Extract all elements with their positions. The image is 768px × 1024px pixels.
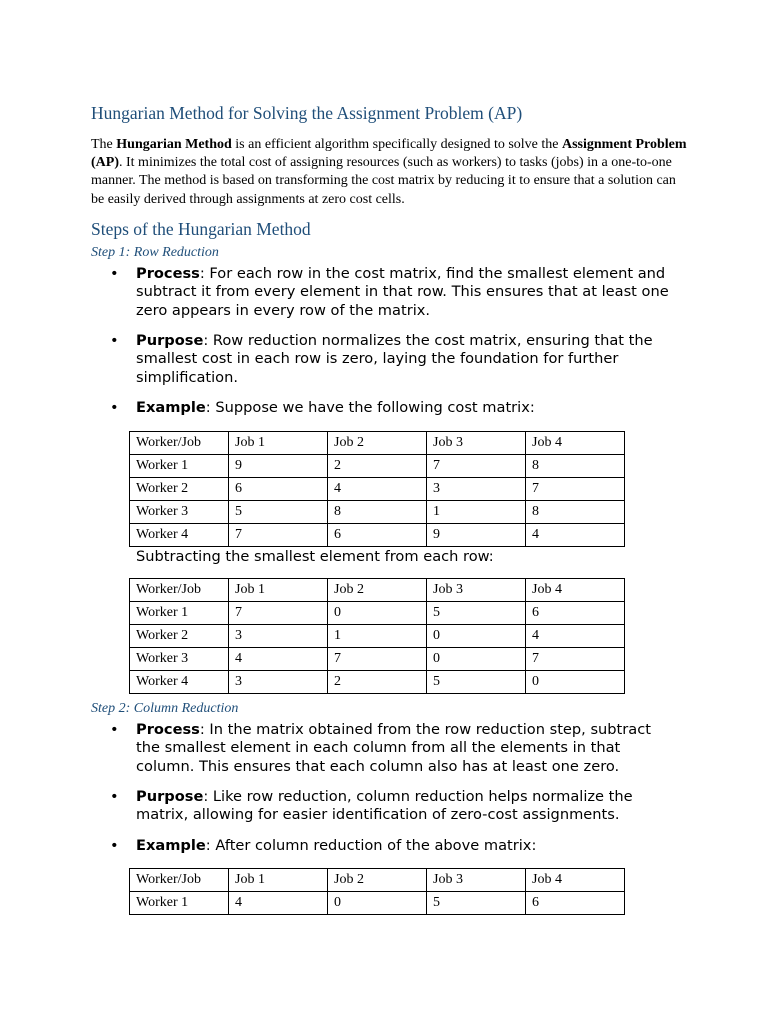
table-cell: 0 bbox=[526, 671, 625, 694]
step1-heading: Step 1: Row Reduction bbox=[91, 245, 219, 260]
table-header-cell: Job 2 bbox=[328, 432, 427, 455]
intro-text-1: The bbox=[91, 137, 117, 152]
table-cell: 7 bbox=[229, 524, 328, 547]
table-cell: Worker 4 bbox=[130, 524, 229, 547]
bullet-body: : After column reduction of the above matrix: bbox=[205, 837, 537, 854]
table-cell: Worker 1 bbox=[130, 892, 229, 915]
intro-text-2: is an efficient algorithm specifically designed to solve the bbox=[231, 137, 562, 152]
bullet-body: : In the matrix obtained from the row reduction step, subtract the smallest element in each column from all the elements in that column. This ensures that each column also has at least one zero. bbox=[136, 721, 651, 775]
bullet-marker: • bbox=[110, 788, 119, 805]
table-header-row bbox=[130, 432, 625, 455]
table-cell: 9 bbox=[427, 524, 526, 547]
table-header-cell: Job 2 bbox=[328, 869, 427, 892]
table-cell: Worker 4 bbox=[130, 671, 229, 694]
table-cell: 4 bbox=[328, 478, 427, 501]
bullet-label: Purpose bbox=[136, 788, 204, 805]
intro-bold-1: Hungarian Method bbox=[116, 137, 232, 152]
table-cell: 9 bbox=[229, 455, 328, 478]
table-row bbox=[130, 625, 625, 648]
table-header-cell: Job 3 bbox=[427, 579, 526, 602]
bullet-body: : Like row reduction, column reduction helps normalize the matrix, allowing for easier identification of zero-cost assignments. bbox=[136, 788, 633, 824]
bullet-marker: • bbox=[110, 721, 119, 738]
bullet-body: : Suppose we have the following cost matrix: bbox=[205, 399, 535, 416]
bullet-text bbox=[136, 788, 676, 825]
bullet-body: : For each row in the cost matrix, find the smallest element and subtract it from every element in that row. This ensures that at least one zero appears in every row of the matrix. bbox=[136, 265, 669, 319]
table-cell: 3 bbox=[229, 671, 328, 694]
column-reduced-table bbox=[129, 868, 625, 915]
table-cell: 6 bbox=[526, 602, 625, 625]
table-header-cell: Worker/Job bbox=[130, 869, 229, 892]
table-cell: 2 bbox=[328, 455, 427, 478]
row-reduction-note: Subtracting the smallest element from each row: bbox=[136, 548, 494, 565]
page-title: Hungarian Method for Solving the Assignment Problem (AP) bbox=[91, 103, 523, 123]
table-cell: Worker 1 bbox=[130, 602, 229, 625]
intro-text-3: . It minimizes the total cost of assigning resources (such as workers) to tasks (jobs) in a one-to-one manner. The method is based on transforming the cost matrix by reducing it to ensure that a solution can be easily derived through assignments at zero cost cells. bbox=[91, 155, 676, 207]
table-cell: 6 bbox=[328, 524, 427, 547]
bullet-text bbox=[136, 837, 676, 855]
bullet-label: Purpose bbox=[136, 332, 204, 349]
table-cell: 5 bbox=[427, 602, 526, 625]
table-header-cell: Job 4 bbox=[526, 579, 625, 602]
table-row bbox=[130, 602, 625, 625]
table-cell: 5 bbox=[427, 671, 526, 694]
table-cell: Worker 3 bbox=[130, 648, 229, 671]
table-row bbox=[130, 478, 625, 501]
table-row bbox=[130, 455, 625, 478]
bullet-label: Process bbox=[136, 721, 200, 738]
step2-heading: Step 2: Column Reduction bbox=[91, 701, 239, 716]
table-cell: Worker 1 bbox=[130, 455, 229, 478]
table-row bbox=[130, 501, 625, 524]
bullet-text bbox=[136, 721, 676, 776]
table-row bbox=[130, 524, 625, 547]
table-cell: 4 bbox=[526, 524, 625, 547]
table-cell: 5 bbox=[427, 892, 526, 915]
bullet-marker: • bbox=[110, 837, 119, 854]
table-row bbox=[130, 648, 625, 671]
table-header-row bbox=[130, 579, 625, 602]
table-cell: 2 bbox=[328, 671, 427, 694]
intro-paragraph bbox=[91, 136, 691, 209]
table-cell: 4 bbox=[526, 625, 625, 648]
table-row bbox=[130, 671, 625, 694]
table-header-cell: Job 2 bbox=[328, 579, 427, 602]
table-cell: 0 bbox=[328, 892, 427, 915]
table-cell: 7 bbox=[328, 648, 427, 671]
bullet-label: Example bbox=[136, 399, 206, 416]
table-cell: Worker 3 bbox=[130, 501, 229, 524]
table-header-row bbox=[130, 869, 625, 892]
table-header-cell: Worker/Job bbox=[130, 579, 229, 602]
steps-heading: Steps of the Hungarian Method bbox=[91, 219, 311, 239]
table-cell: 0 bbox=[328, 602, 427, 625]
table-header-cell: Job 4 bbox=[526, 869, 625, 892]
table-header-cell: Job 3 bbox=[427, 869, 526, 892]
table-cell: 7 bbox=[526, 648, 625, 671]
table-cell: 0 bbox=[427, 648, 526, 671]
table-header-cell: Worker/Job bbox=[130, 432, 229, 455]
table-cell: 6 bbox=[526, 892, 625, 915]
bullet-text bbox=[136, 265, 676, 320]
bullet-label: Example bbox=[136, 837, 206, 854]
table-cell: 4 bbox=[229, 892, 328, 915]
table-cell: 8 bbox=[526, 455, 625, 478]
bullet-marker: • bbox=[110, 265, 119, 282]
table-header-cell: Job 1 bbox=[229, 869, 328, 892]
table-cell: Worker 2 bbox=[130, 478, 229, 501]
table-cell: 6 bbox=[229, 478, 328, 501]
table-cell: 0 bbox=[427, 625, 526, 648]
intro-bold-2: Assignment Problem (AP) bbox=[91, 137, 687, 171]
table-header-cell: Job 1 bbox=[229, 579, 328, 602]
row-reduced-table bbox=[129, 578, 625, 694]
bullet-body: : Row reduction normalizes the cost matrix, ensuring that the smallest cost in each row is zero, laying the foundation for further simplification. bbox=[136, 332, 653, 386]
table-header-cell: Job 3 bbox=[427, 432, 526, 455]
table-cell: 7 bbox=[229, 602, 328, 625]
table-cell: 1 bbox=[427, 501, 526, 524]
cost-matrix-table bbox=[129, 431, 625, 547]
table-cell: 5 bbox=[229, 501, 328, 524]
bullet-marker: • bbox=[110, 332, 119, 349]
bullet-marker: • bbox=[110, 399, 119, 416]
bullet-label: Process bbox=[136, 265, 200, 282]
table-cell: 8 bbox=[526, 501, 625, 524]
table-cell: 7 bbox=[427, 455, 526, 478]
table-header-cell: Job 1 bbox=[229, 432, 328, 455]
table-header-cell: Job 4 bbox=[526, 432, 625, 455]
bullet-text bbox=[136, 332, 676, 387]
table-cell: 7 bbox=[526, 478, 625, 501]
table-cell: 8 bbox=[328, 501, 427, 524]
table-cell: 4 bbox=[229, 648, 328, 671]
table-cell: 3 bbox=[229, 625, 328, 648]
table-cell: Worker 2 bbox=[130, 625, 229, 648]
table-cell: 3 bbox=[427, 478, 526, 501]
table-row bbox=[130, 892, 625, 915]
bullet-text bbox=[136, 399, 676, 417]
table-cell: 1 bbox=[328, 625, 427, 648]
